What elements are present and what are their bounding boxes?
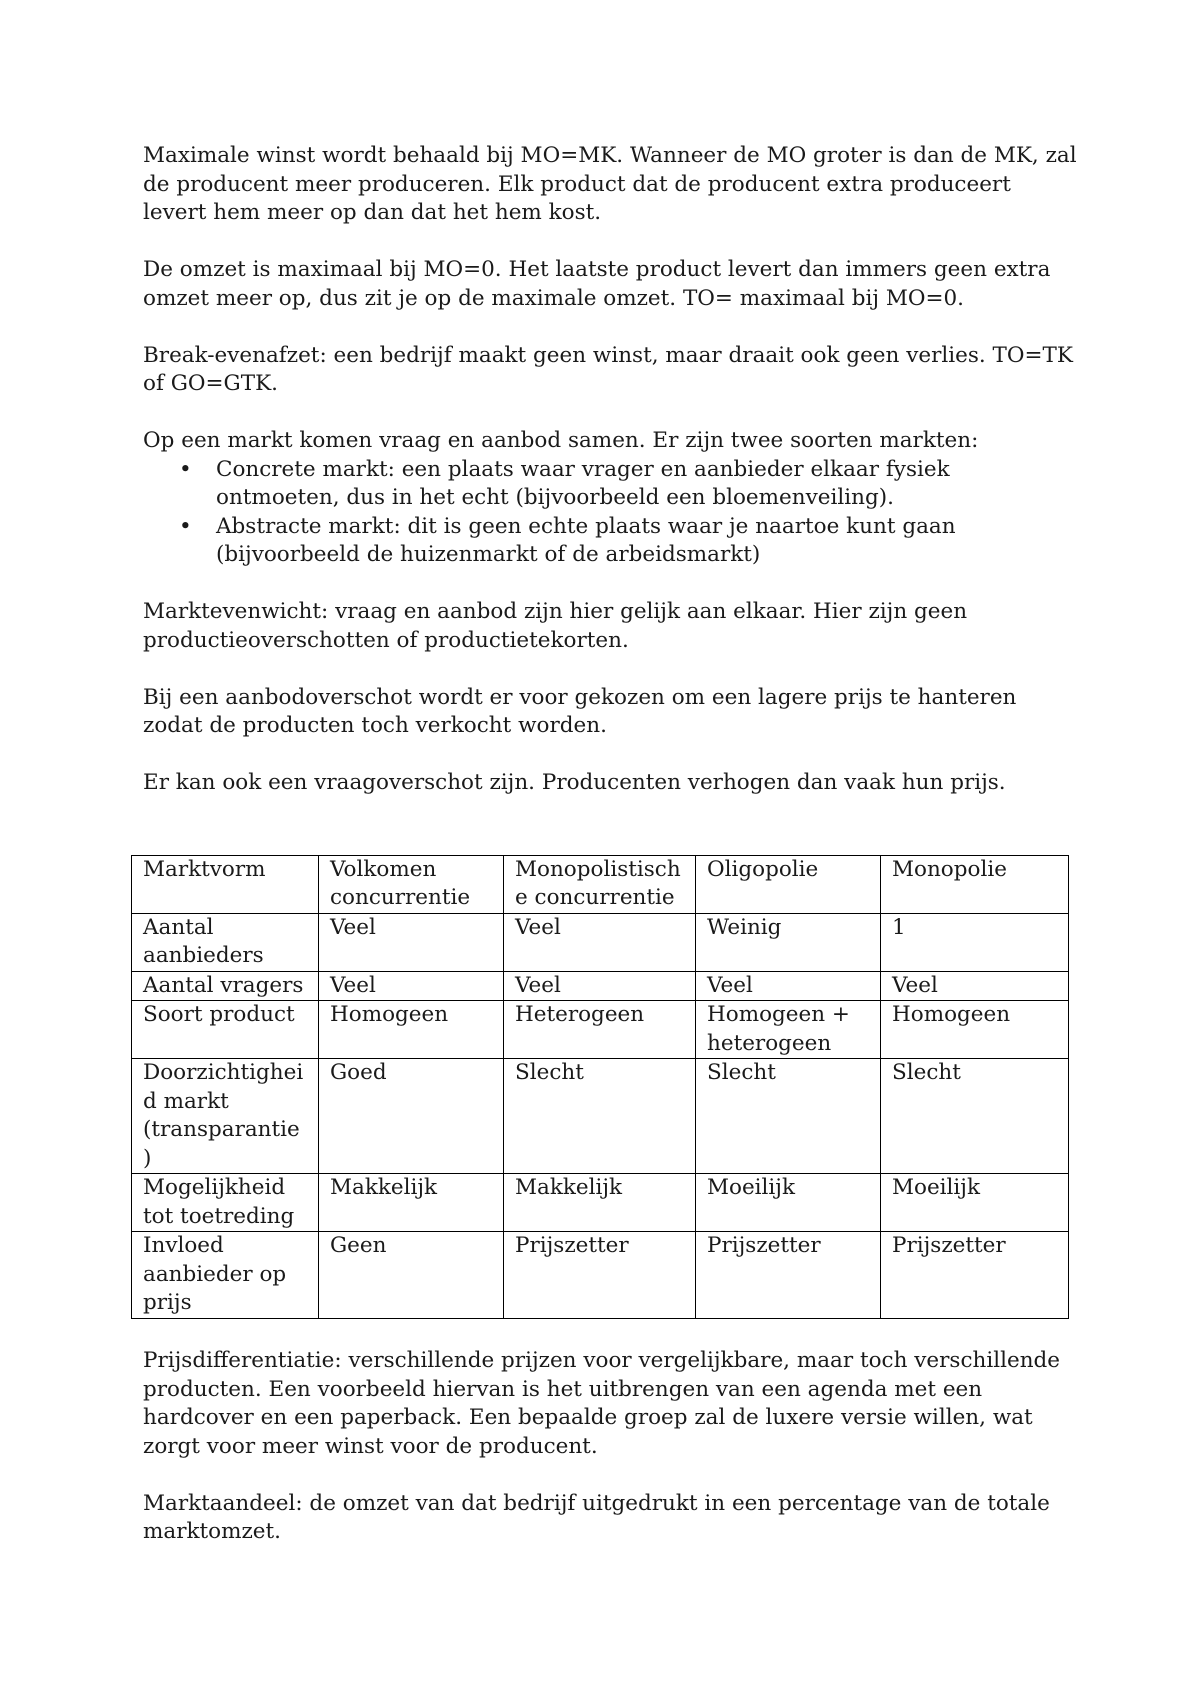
table-cell: Aantal vragers — [132, 971, 319, 1001]
spacer — [143, 826, 1078, 855]
table-cell: Veel — [504, 971, 696, 1001]
table-cell: Moeilijk — [881, 1174, 1069, 1232]
list-item-concrete-markt — [143, 456, 1078, 513]
table-cell: Volkomen concurrentie — [319, 855, 504, 913]
table-cell: Veel — [319, 913, 504, 971]
table-cell: Monopolie — [881, 855, 1069, 913]
table-cell: Monopolistische concurrentie — [504, 855, 696, 913]
document-page — [143, 142, 1078, 1575]
list-item-text: Abstracte markt: dit is geen echte plaats waar je naartoe kunt gaan (bijvoorbeeld de huizenmarkt of de arbeidsmarkt) — [216, 513, 956, 567]
table-cell: Veel — [319, 971, 504, 1001]
table-row — [132, 913, 1069, 971]
table-cell: Slecht — [504, 1059, 696, 1174]
paragraph-marktevenwicht: Marktevenwicht: vraag en aanbod zijn hier gelijk aan elkaar. Hier zijn geen productieoverschotten of productietekorten. — [143, 599, 968, 653]
table-cell: Veel — [696, 971, 881, 1001]
table-cell: Prijszetter — [696, 1232, 881, 1319]
paragraph-marktaandeel: Marktaandeel: de omzet van dat bedrijf uitgedrukt in een percentage van de totale marktomzet. — [143, 1490, 1050, 1544]
bullet-icon: • — [179, 513, 192, 539]
table-row — [132, 971, 1069, 1001]
table-cell: Heterogeen — [504, 1001, 696, 1059]
table-cell: Geen — [319, 1232, 504, 1319]
paragraph-omzet-maximaal: De omzet is maximaal bij MO=0. Het laatste product levert dan immers geen extra omzet meer op, dus zit je op de maximale omzet. TO= maximaal bij MO=0. — [143, 257, 1051, 311]
list-item-abstracte-markt — [143, 513, 1078, 570]
table-row — [132, 1059, 1069, 1174]
table-cell: Homogeen — [319, 1001, 504, 1059]
paragraph-prijsdifferentiatie: Prijsdifferentiatie: verschillende prijzen voor vergelijkbare, maar toch verschillende producten. Een voorbeeld hiervan is het uitbrengen van een agenda met een hardcover en een paperback. Een bepaalde groep zal de luxere versie willen, wat zorgt voor meer winst voor de producent. — [143, 1348, 1061, 1459]
table-cell: Makkelijk — [319, 1174, 504, 1232]
table-cell: Marktvorm — [132, 855, 319, 913]
paragraph-markt-intro: Op een markt komen vraag en aanbod samen. Er zijn twee soorten markten: — [143, 428, 979, 453]
table-cell: Prijszetter — [504, 1232, 696, 1319]
table-cell: Makkelijk — [504, 1174, 696, 1232]
paragraph-break-even: Break-evenafzet: een bedrijf maakt geen winst, maar draait ook geen verlies. TO=TK of GO=GTK. — [143, 342, 1073, 396]
table-cell: Doorzichtigheid markt (transparantie) — [132, 1059, 319, 1174]
table-cell: Aantal aanbieders — [132, 913, 319, 971]
table-row — [132, 1232, 1069, 1319]
table-cell: Invloed aanbieder op prijs — [132, 1232, 319, 1319]
table-row — [132, 855, 1069, 913]
table-cell: Soort product — [132, 1001, 319, 1059]
paragraph-vraagoverschot: Er kan ook een vraagoverschot zijn. Producenten verhogen dan vaak hun prijs. — [143, 770, 1006, 795]
paragraph-maximale-winst: Maximale winst wordt behaald bij MO=MK. Wanneer de MO groter is dan de MK, zal de producent meer produceren. Elk product dat de producent extra produceert levert hem meer op dan dat het hem kost. — [143, 143, 1077, 225]
list-item-text: Concrete markt: een plaats waar vrager en aanbieder elkaar fysiek ontmoeten, dus in het echt (bijvoorbeeld een bloemenveiling). — [216, 456, 950, 510]
table-cell: Slecht — [696, 1059, 881, 1174]
table-cell: Goed — [319, 1059, 504, 1174]
paragraph-aanbodoverschot: Bij een aanbodoverschot wordt er voor gekozen om een lagere prijs te hanteren zodat de producten toch verkocht worden. — [143, 684, 1017, 738]
table-cell: Homogeen + heterogeen — [696, 1001, 881, 1059]
table-row — [132, 1001, 1069, 1059]
table-cell: Mogelijkheid tot toetreding — [132, 1174, 319, 1232]
table-cell: Veel — [504, 913, 696, 971]
table-cell: Weinig — [696, 913, 881, 971]
marktvormen-table — [131, 855, 1069, 1319]
table-cell: Oligopolie — [696, 855, 881, 913]
markt-soorten-list — [143, 456, 1078, 570]
table-cell: Prijszetter — [881, 1232, 1069, 1319]
table-cell: Homogeen — [881, 1001, 1069, 1059]
table-cell: Moeilijk — [696, 1174, 881, 1232]
table-cell: 1 — [881, 913, 1069, 971]
table-cell: Veel — [881, 971, 1069, 1001]
table-row — [132, 1174, 1069, 1232]
table-cell: Slecht — [881, 1059, 1069, 1174]
bullet-icon: • — [179, 456, 192, 482]
